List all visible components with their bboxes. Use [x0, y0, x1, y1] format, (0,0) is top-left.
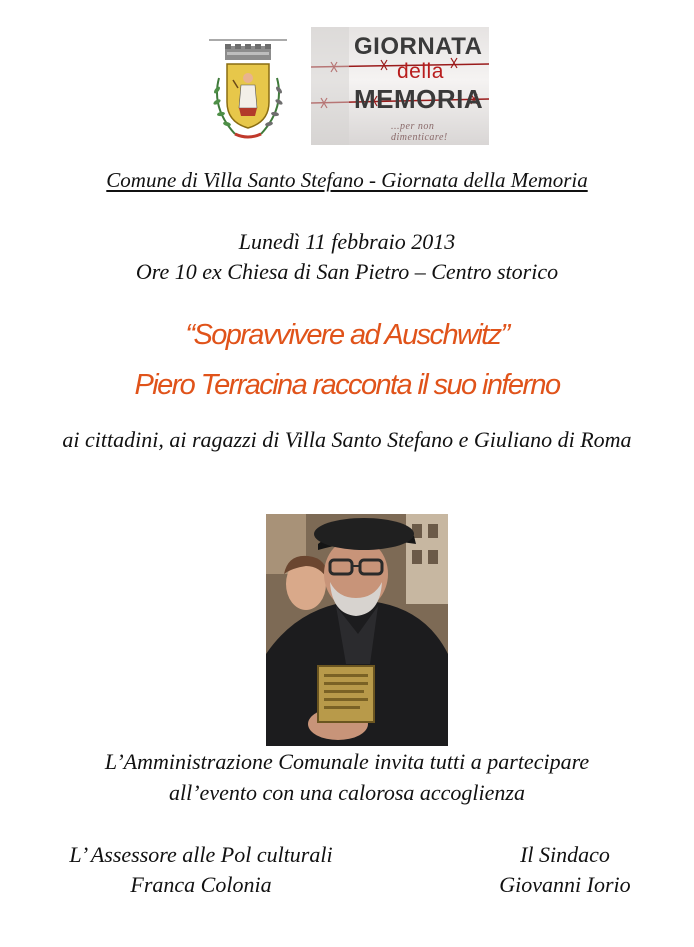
- assessore-title: L’ Assessore alle Pol culturali: [69, 842, 333, 867]
- event-time-location: Ore 10 ex Chiesa di San Pietro – Centro storico: [135, 259, 559, 284]
- event-date: Lunedì 11 febbraio 2013: [238, 229, 456, 254]
- logo-word-memoria: MEMORIA: [354, 84, 484, 114]
- logo-word-della: della: [397, 60, 444, 83]
- mayor-name: Giovanni Iorio: [499, 872, 631, 897]
- organizer-heading: Comune di Villa Santo Stefano - Giornata della Memoria: [106, 168, 588, 192]
- speaker-photo: [266, 514, 448, 746]
- logo-tagline: ...per non dimenticare!: [391, 121, 448, 143]
- invitation-line-1: L’Amministrazione Comunale invita tutti a partecipare: [104, 749, 590, 774]
- assessore-name: Franca Colonia: [130, 872, 272, 897]
- event-subtitle: Piero Terracina racconta il suo inferno: [134, 369, 560, 401]
- invitation-line-2: all’evento con una calorosa accoglienza: [169, 780, 525, 805]
- logo-word-giornata: GIORNATA: [354, 33, 483, 60]
- invitation-text: [0, 746, 694, 808]
- mayor-title: Il Sindaco: [520, 842, 610, 867]
- municipal-crest-emblem: [205, 38, 291, 144]
- event-audience: ai cittadini, ai ragazzi di Villa Santo Stefano e Giuliano di Roma: [62, 427, 632, 452]
- event-title: “Sopravvivere ad Auschwitz”: [185, 319, 509, 351]
- giornata-memoria-logo: [311, 27, 489, 145]
